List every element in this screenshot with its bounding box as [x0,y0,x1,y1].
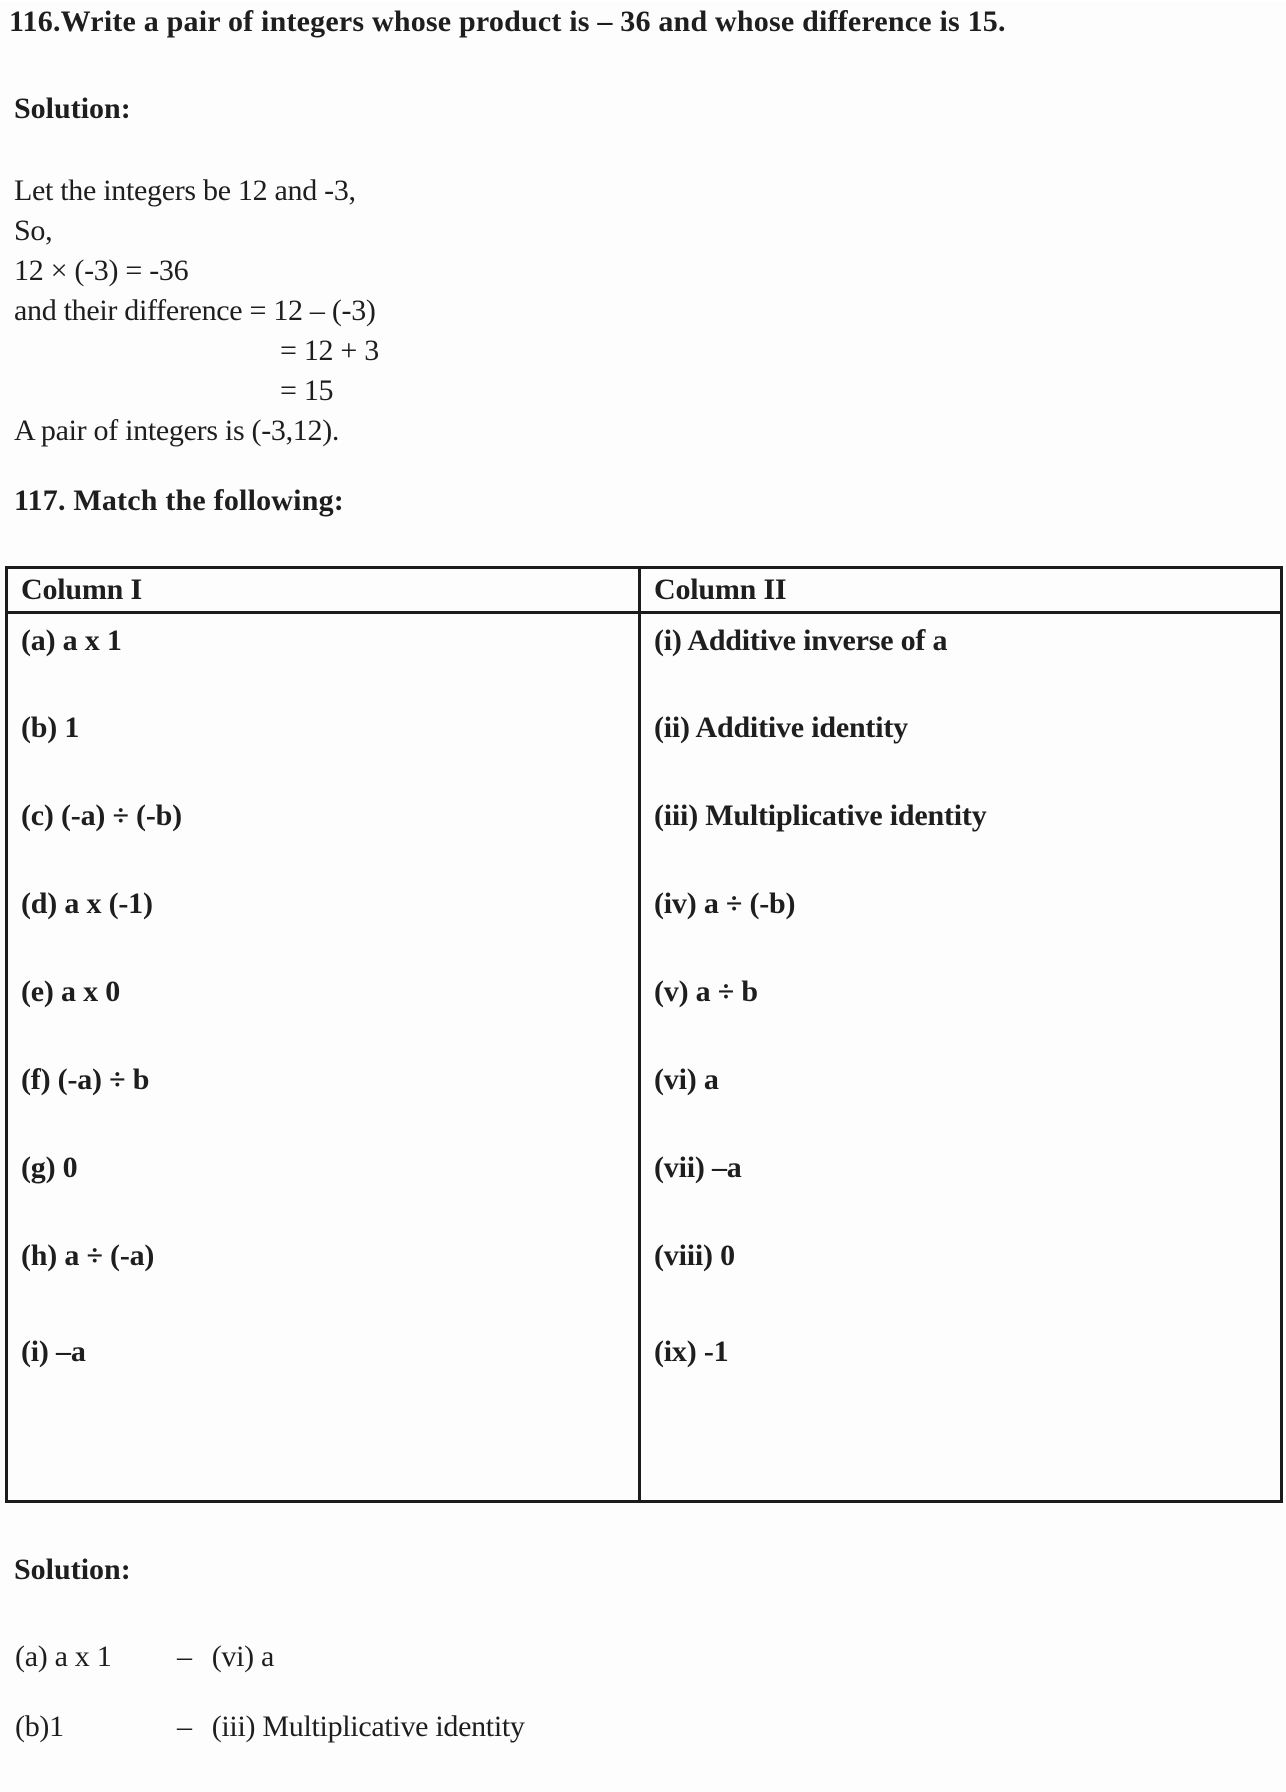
table-header-row [7,568,1282,613]
table-row [7,1141,1282,1229]
match-answer-item: (b)1 [15,1710,64,1743]
column1-cell: (d) a x (-1) [7,877,640,965]
column1-cell: (c) (-a) ÷ (-b) [7,789,640,877]
column2-cell: (iv) a ÷ (-b) [654,886,796,920]
column1-cell: (i) –a [7,1317,640,1502]
column2-cell: (i) Additive inverse of a [654,624,948,657]
table-row [7,1317,1282,1502]
table-row [7,613,1282,701]
match-dash: – [177,1710,192,1743]
table-row [7,965,1282,1053]
column2-cell: (vii) –a [654,1150,742,1184]
question-116-heading: 116.Write a pair of integers whose product is – 36 and whose difference is 15. [9,5,1006,38]
table-row [7,1053,1282,1141]
column1-cell: (g) 0 [7,1141,640,1229]
solution-116-label: Solution: [14,92,131,125]
solution-line-3: 12 × (-3) = -36 [14,254,189,287]
solution-116-body [14,171,1286,451]
column2-cell: (iii) Multiplicative identity [654,798,987,832]
match-dash: – [177,1640,192,1673]
solution-line-2: So, [14,214,53,247]
column2-cell: (ii) Additive identity [654,710,908,744]
column1-cell: (e) a x 0 [7,965,640,1053]
solution-line-4: and their difference = 12 – (-3) [14,294,376,327]
solution-line-1: Let the integers be 12 and -3, [14,174,356,207]
column1-cell: (h) a ÷ (-a) [7,1229,640,1317]
column2-cell: (vi) a [654,1062,719,1096]
column1-cell: (b) 1 [7,701,640,789]
solution-line-5-indented: = 12 + 3 [280,334,379,367]
match-answer-line [15,1710,1286,1744]
match-answer-target: (vi) a [211,1640,275,1673]
column1-cell: (a) a x 1 [7,613,640,701]
column2-cell: (viii) 0 [654,1238,735,1272]
match-answer-item: (a) a x 1 [15,1640,112,1673]
table-row [7,789,1282,877]
solution-116-conclusion: A pair of integers is (-3,12). [14,414,340,447]
column2-cell: (ix) -1 [654,1334,729,1368]
match-answer-line [15,1640,1286,1674]
solution-117-label: Solution: [14,1553,131,1586]
table-row [7,877,1282,965]
match-table [5,566,1283,1503]
column-1-header: Column I [7,568,640,613]
table-row [7,1229,1282,1317]
column2-cell: (v) a ÷ b [654,974,758,1008]
question-117-heading: 117. Match the following: [14,484,344,517]
column-2-header: Column II [640,568,1282,613]
solution-line-6-indented: = 15 [280,374,334,407]
document-page [0,2,1286,1792]
table-row [7,701,1282,789]
match-answer-target: (iii) Multiplicative identity [211,1710,525,1743]
column1-cell: (f) (-a) ÷ b [7,1053,640,1141]
